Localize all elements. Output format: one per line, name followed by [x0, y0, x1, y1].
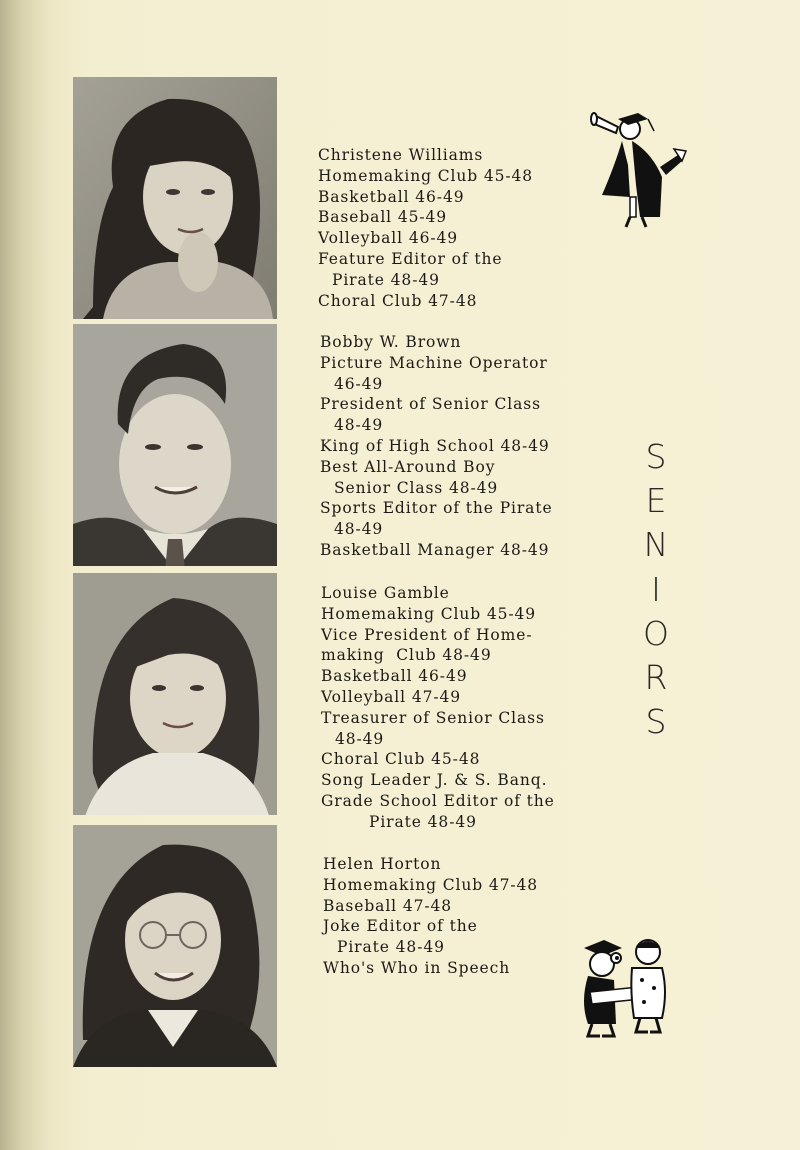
bio-line: Sports Editor of the Pirate: [320, 499, 553, 518]
bio-line: Joke Editor of the: [323, 917, 478, 936]
bio-line: Pirate 48-49: [369, 812, 477, 831]
bio-line: Feature Editor of the: [318, 249, 503, 268]
heading-letter: N: [643, 525, 669, 565]
bio-line: Basketball Manager 48-49: [320, 540, 550, 559]
student-name: Christene Williams: [318, 146, 484, 164]
bio-line: Best All-Around Boy: [320, 457, 496, 476]
portrait-photo: [73, 573, 277, 815]
bio-line: Volleyball 46-49: [318, 229, 459, 248]
bio-line: Choral Club 47-48: [318, 291, 478, 310]
graduates-diploma-illustration: [570, 932, 680, 1042]
bio-line: President of Senior Class: [320, 395, 542, 414]
seniors-heading: [636, 435, 676, 744]
heading-letter: S: [645, 702, 667, 742]
graduate-trumpeter-illustration: [590, 105, 690, 230]
bio-line: Vice President of Home-: [321, 625, 533, 644]
bio-line: Homemaking Club 47-48: [323, 875, 539, 894]
bio-line: Volleyball 47-49: [321, 687, 462, 706]
bio-line: 46-49: [334, 374, 384, 393]
portrait-photo: [73, 77, 277, 319]
bio-line: Pirate 48-49: [332, 270, 440, 289]
bio-line: Basketball 46-49: [318, 187, 465, 206]
portrait-photo: [73, 324, 277, 566]
bio-line: Choral Club 45-48: [321, 750, 481, 769]
bio-line: Baseball 47-48: [323, 896, 453, 915]
portrait-photo: [73, 825, 277, 1067]
heading-letter: I: [651, 569, 661, 609]
senior-bio-helen-horton: [323, 854, 538, 979]
bio-line: Pirate 48-49: [337, 938, 445, 957]
student-name: Bobby W. Brown: [320, 333, 462, 351]
bio-line: making Club 48-49: [321, 646, 492, 665]
heading-letter: R: [644, 658, 668, 698]
bio-line: Treasurer of Senior Class: [321, 708, 545, 727]
bio-line: Homemaking Club 45-49: [321, 604, 537, 623]
bio-line: Homemaking Club 45-48: [318, 166, 534, 185]
bio-line: 48-49: [334, 520, 384, 539]
bio-line: Song Leader J. & S. Banq.: [321, 771, 548, 790]
bio-line: Who's Who in Speech: [323, 958, 511, 977]
bio-line: Basketball 46-49: [321, 667, 468, 686]
heading-letter: E: [645, 481, 667, 521]
bio-line: King of High School 48-49: [320, 436, 550, 455]
bio-line: 48-49: [334, 416, 384, 435]
student-name: Louise Gamble: [321, 584, 450, 602]
senior-bio-christene-williams: [318, 145, 533, 311]
heading-letter: S: [645, 437, 667, 476]
heading-letter: O: [643, 613, 669, 653]
bio-line: Baseball 45-49: [318, 208, 448, 227]
senior-bio-louise-gamble: [321, 583, 555, 833]
bio-line: Senior Class 48-49: [334, 478, 499, 497]
student-name: Helen Horton: [323, 855, 442, 873]
bio-line: Picture Machine Operator: [320, 353, 548, 372]
senior-bio-bobby-brown: [320, 332, 553, 561]
bio-line: Grade School Editor of the: [321, 791, 555, 810]
bio-line: 48-49: [335, 729, 385, 748]
